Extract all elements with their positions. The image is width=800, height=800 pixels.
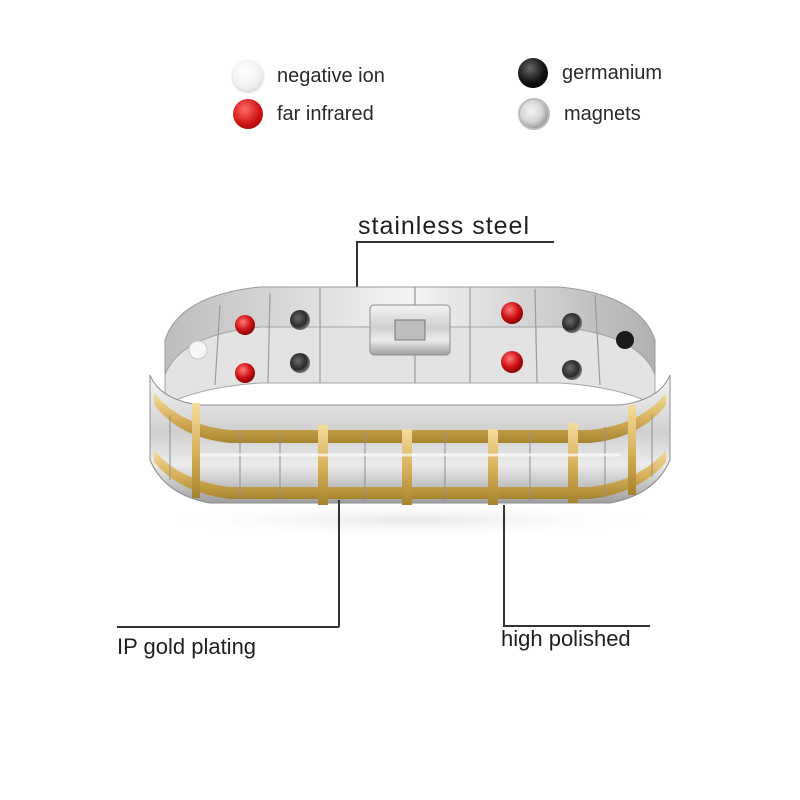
callout-underline-left (117, 626, 339, 628)
callout-high-polished: high polished (501, 626, 631, 651)
callout-ip-gold-plating: IP gold plating (117, 634, 257, 659)
red-bead-icon (233, 99, 263, 129)
legend-germanium (518, 58, 662, 88)
legend-label-negative-ion: negative ion (277, 64, 385, 87)
callout-stainless-steel: stainless steel (358, 212, 531, 240)
legend-magnets (518, 98, 641, 130)
callout-leader-left (338, 500, 340, 627)
callout-leader-right (503, 505, 505, 626)
white-bead-icon (233, 61, 263, 91)
legend-negative-ion (233, 61, 385, 91)
callout-underline-top (356, 241, 554, 243)
legend-label-germanium: germanium (562, 61, 663, 84)
magnet-bead-icon (518, 98, 550, 130)
bracelet-image (140, 265, 680, 540)
legend-far-infrared (233, 99, 374, 129)
legend-label-far-infrared: far infrared (277, 102, 374, 125)
legend-label-magnets: magnets (564, 102, 641, 125)
black-bead-icon (518, 58, 548, 88)
